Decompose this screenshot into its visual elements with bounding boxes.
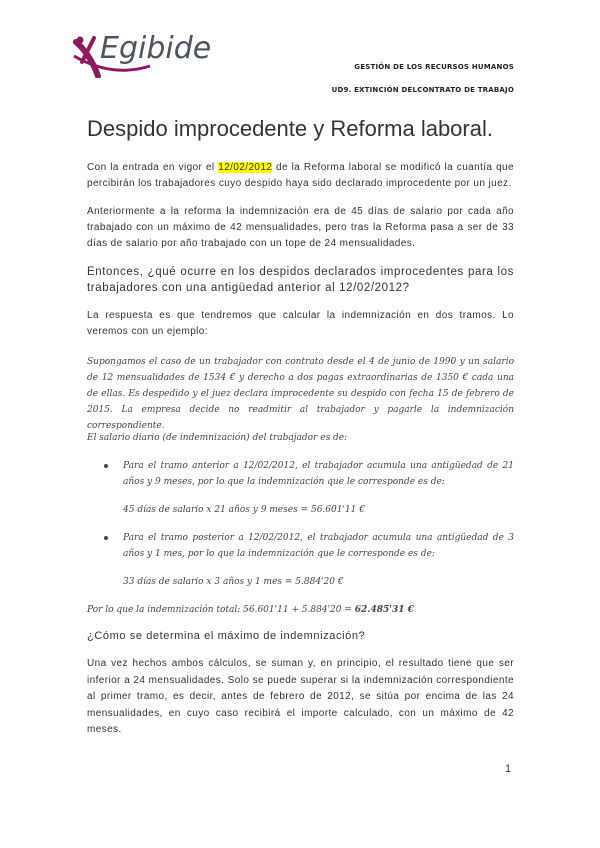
text: de la Reforma laboral se modificó la cuantía que percibirán los trabajadores cuyo despido haya sido declarado improcedente por un juez. [87,162,514,189]
egibide-logo [72,26,242,78]
bullet-icon [104,464,108,468]
total-label: Por lo que la indemnización total: 56.601'11 + 5.884'20 = [87,605,355,615]
paragraph-question: Entonces, ¿qué ocurre en los despidos declarados improcedentes para los trabajadores con una antigüedad anterior al 12/02/2012? [87,266,514,294]
paragraph-example: Supongamos el caso de un trabajador con contrato desde el 4 de junio de 1990 y un salario de 12 mensualidades de 1534 € y derecho a dos pagas extraordinarias de 1350 € cada una de ellas. Es despedido y el juez declara improcedente su despido con fecha 15 de febrero de 2015. La empresa decide no readmitir al trabajador y pagarle la indemnización correspondiente. [87,357,514,431]
page-number: 1 [505,763,512,775]
highlighted-date: 12/02/2012 [218,162,273,173]
paragraph-answer: La respuesta es que tendremos que calcular la indemnización en dos tramos. Lo veremos con un ejemplo: [87,310,514,337]
total-value: 62.485'31 € [354,605,414,615]
svg-text:Egibide: Egibide [100,31,212,66]
paragraph-intro [87,160,514,192]
calc-first-tramo: 45 días de salario x 21 años y 9 meses = 56.601'11 € [123,505,365,515]
total-indemnity [87,602,514,618]
daily-salary-text: El salario diario (de indemnización) del trabajador es de: [87,433,348,443]
header-course: GESTIÓN DE LOS RECURSOS HUMANOS [354,63,514,71]
paragraph-maximum: Una vez hechos ambos cálculos, se suman y, en principio, el resultado tiene que ser inferior a 24 mensualidades. Solo se puede superar si la indemnización correspondiente al primer tramo, es decir, antes de febrero de 2012, se sitúa por encima de las 24 mensualidades, en cuyo caso recibirá el importe calculado, con un máximo de 42 meses. [87,658,514,735]
text: Con la entrada en vigor el [87,162,219,173]
bullet-first-tramo: Para el tramo anterior a 12/02/2012, el trabajador acumula una antigüedad de 21 años y 9 meses, por lo que la indemnización que le corresponde es de: [123,461,514,487]
bullet-second-tramo: Para el tramo posterior a 12/02/2012, el trabajador acumula una antigüedad de 3 años y 1 mes, por lo que la indemnización que le corresponde es de: [123,533,514,559]
calc-second-tramo: 33 días de salario x 3 años y 1 mes = 5.884'20 € [123,577,344,587]
paragraph-before-reform: Anteriormente a la reforma la indemnización era de 45 días de salario por cada año trabajado con un máximo de 42 mensualidades, pero tras la Reforma pasa a ser de 33 días de salario por año trabajado con un tope de 24 mensualidades. [87,206,514,249]
bullet-icon [104,536,108,540]
header-unit: UD9. EXTINCIÓN DELCONTRATO DE TRABAJO [331,86,514,94]
page-title: Despido improcedente y Reforma laboral. [87,116,493,141]
section-heading-maximum: ¿Cómo se determina el máximo de indemnización? [87,630,366,642]
